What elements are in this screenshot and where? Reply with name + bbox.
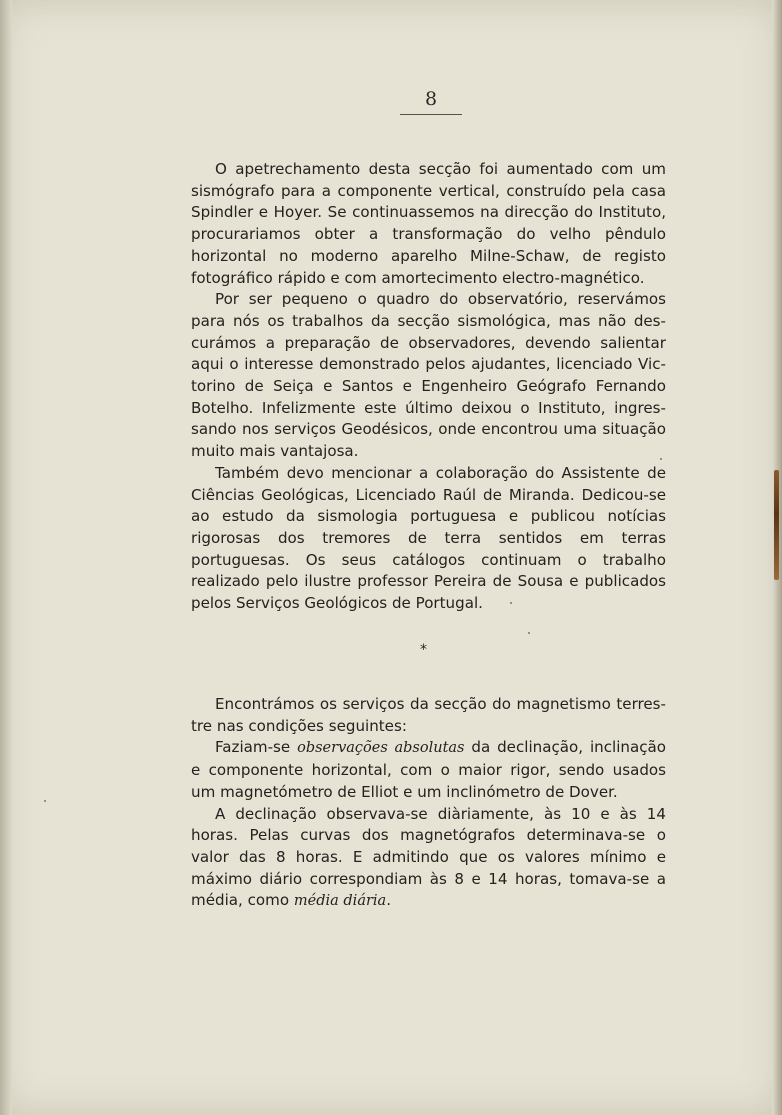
paragraph: [191, 737, 666, 803]
paragraph: Encontrámos os serviços da secção do magnetismo terrestre nas condições seguintes:: [191, 695, 666, 735]
text-run: da declinação, inclinação e componente horizontal, com o maior rigor, sendo usados um magnetómetro de Elliot e um inclinómetro de Dover.: [191, 738, 666, 801]
section-magnetism-text: [191, 694, 666, 913]
paper-speck: [528, 632, 530, 634]
text-run: A declinação observava-se diàriamente, às 10 e às 14 horas. Pelas curvas dos magnetógrafos determinava-se o valor das 8 horas. E admitindo que os valores mínimo e máximo diário correspondiam às 8 e 14 horas, tomava-se a média, como: [191, 804, 666, 910]
page-number-rule: [400, 114, 462, 115]
paragraph: O apetrechamento desta secção foi aumentado com um sismógrafo para a componente vertical, construído pela casa Spindler e Hoyer. Se continuassemos na direcção do Instituto, procurariamos obter a transformação do velho pêndulo horizontal no moderno aparelho Milne-Schaw, de registo fotográfico rápido e com amortecimento electro-magnético.: [191, 160, 666, 287]
paper-speck: [44, 800, 46, 802]
paragraph: Por ser pequeno o quadro do observatório, reservámos para nós os trabalhos da secção sismológica, mas não descurámos a preparação de observadores, devendo salientar aqui o interesse demonstrado pelos ajudantes, licenciado Victorino de Seiça e Santos e Engenheiro Geógrafo Fernando Botelho. Infelizmente este último deixou o Instituto, ingressando nos serviços Geodésicos, onde encontrou uma situação muito mais vantajosa.: [191, 290, 666, 461]
italic-term: observações absolutas: [297, 740, 465, 757]
paragraph: [191, 804, 666, 914]
italic-term: média diária: [293, 893, 387, 910]
page-edge-left: [0, 0, 12, 1115]
paper-speck: [660, 458, 662, 460]
paper-speck: [510, 602, 512, 604]
section-seismology-text: [191, 159, 666, 615]
page-number: 8: [424, 88, 438, 110]
binding-mark: [774, 470, 779, 580]
paragraph: Também devo mencionar a colaboração do Assistente de Ciências Geológicas, Licenciado Raúl de Miranda. Dedicou-se ao estudo da sismologia portuguesa e publicou notícias rigorosas dos tremores de terra sentidos em terras portuguesas. Os seus catálogos continuam o trabalho realizado pelo ilustre professor Pereira de Sousa e publicados pelos Serviços Geológicos de Portugal.: [191, 463, 666, 613]
text-run: Faziam-se: [215, 738, 298, 757]
text-run: .: [386, 891, 391, 910]
section-separator: *: [420, 642, 427, 658]
